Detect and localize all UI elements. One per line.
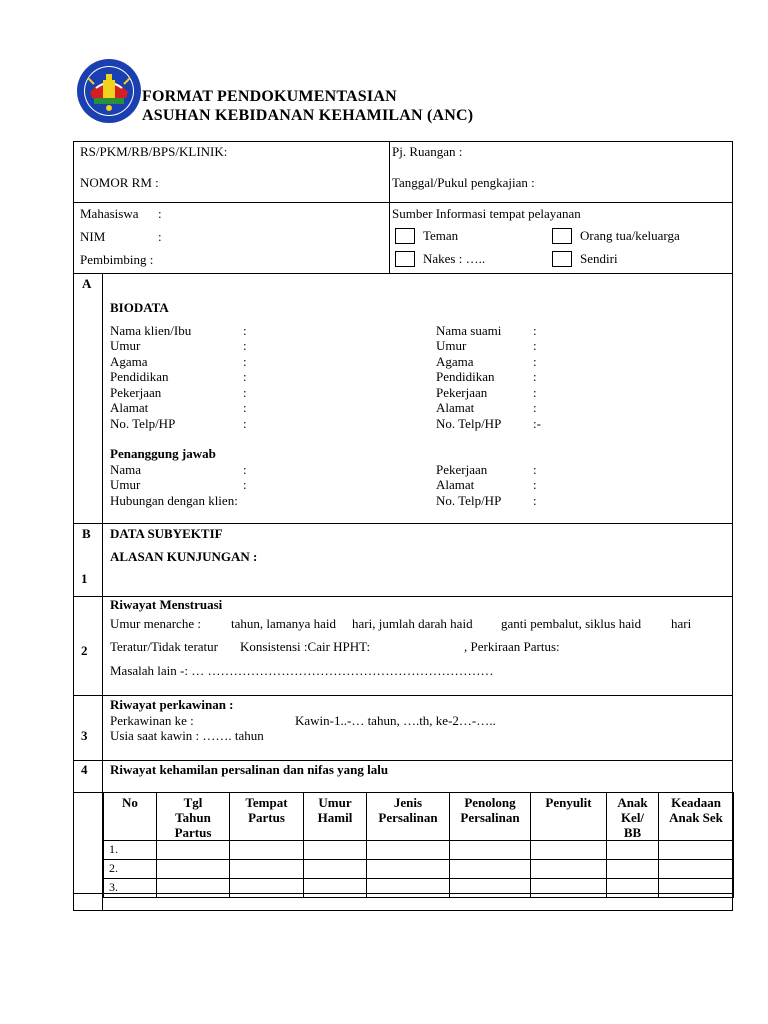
table-cell[interactable] bbox=[304, 879, 367, 898]
colon: : bbox=[533, 477, 537, 492]
table-cell[interactable] bbox=[367, 860, 450, 879]
pj-umur: Umur bbox=[110, 477, 141, 492]
konsistensi-label: Konsistensi :Cair HPHT: bbox=[240, 639, 371, 654]
field-nama-suami: Nama suami bbox=[436, 323, 502, 338]
colon: : bbox=[533, 400, 537, 415]
col-penyulit: Penyulit bbox=[531, 793, 607, 841]
col-tgl-tahun-partus bbox=[157, 793, 230, 841]
divider-riwayat bbox=[74, 760, 732, 761]
table-cell[interactable] bbox=[230, 879, 304, 898]
table-cell[interactable] bbox=[304, 860, 367, 879]
header-text: Umur Hamil bbox=[317, 795, 353, 825]
section-a-letter: A bbox=[82, 276, 92, 291]
riwayat-kehamilan-title: Riwayat kehamilan persalinan dan nifas yang lalu bbox=[110, 762, 389, 777]
divider-biodata bbox=[74, 273, 732, 274]
table-cell[interactable] bbox=[607, 841, 659, 860]
pj-hubungan: Hubungan dengan klien: bbox=[110, 493, 238, 508]
table-cell[interactable] bbox=[659, 879, 734, 898]
number-2: 2 bbox=[81, 643, 88, 658]
colon: : bbox=[243, 385, 247, 400]
col-penolong-persalinan bbox=[450, 793, 531, 841]
table-cell[interactable] bbox=[531, 841, 607, 860]
colon: : bbox=[243, 400, 247, 415]
colon: : bbox=[243, 338, 247, 353]
pj-telp: No. Telp/HP bbox=[436, 493, 502, 508]
field-pekerjaan: Pekerjaan bbox=[110, 385, 162, 400]
table-cell[interactable] bbox=[367, 841, 450, 860]
colon: : bbox=[533, 338, 537, 353]
colon: : bbox=[243, 416, 247, 431]
field-umur-suami: Umur bbox=[436, 338, 467, 353]
colon: : bbox=[533, 354, 537, 369]
header-text: Penolong Persalinan bbox=[460, 795, 520, 825]
documentation-form bbox=[73, 141, 733, 911]
header-text: Tempat Partus bbox=[245, 795, 288, 825]
checkbox-teman[interactable] bbox=[395, 228, 415, 244]
pj-pekerjaan: Pekerjaan bbox=[436, 462, 488, 477]
page-title bbox=[142, 87, 473, 125]
title-line-1: FORMAT PENDOKUMENTASIAN bbox=[142, 88, 397, 105]
table-cell[interactable] bbox=[157, 841, 230, 860]
field-agama-suami: Agama bbox=[436, 354, 474, 369]
perkawinan-title: Riwayat perkawinan : bbox=[110, 697, 234, 712]
menarche-label: Umur menarche : bbox=[110, 616, 201, 631]
table-cell[interactable] bbox=[367, 879, 450, 898]
col-tempat-partus bbox=[230, 793, 304, 841]
colon: : bbox=[243, 462, 247, 477]
pj-alamat: Alamat bbox=[436, 477, 475, 492]
col-umur-hamil bbox=[304, 793, 367, 841]
field-alamat-suami: Alamat bbox=[436, 400, 475, 415]
table-cell[interactable] bbox=[659, 860, 734, 879]
table-row bbox=[104, 841, 734, 860]
data-subyektif-title: DATA SUBYEKTIF bbox=[110, 526, 223, 541]
table-cell[interactable] bbox=[659, 841, 734, 860]
divider-top-middle bbox=[389, 142, 390, 273]
section-b-letter: B bbox=[82, 526, 91, 541]
colon: : bbox=[533, 462, 537, 477]
table-header-row bbox=[104, 793, 734, 841]
institution-logo bbox=[76, 58, 142, 124]
sumber-label: Sumber Informasi tempat pelayanan bbox=[392, 206, 581, 221]
field-alamat: Alamat bbox=[110, 400, 149, 415]
table-cell[interactable] bbox=[157, 879, 230, 898]
col-anak-kel-bb bbox=[607, 793, 659, 841]
table-cell[interactable] bbox=[157, 860, 230, 879]
table-cell[interactable] bbox=[304, 841, 367, 860]
number-3: 3 bbox=[81, 728, 88, 743]
mahasiswa-label: Mahasiswa bbox=[80, 206, 139, 221]
divider-top bbox=[74, 202, 732, 203]
menstruasi-title: Riwayat Menstruasi bbox=[110, 597, 223, 612]
title-line-2: ASUHAN KEBIDANAN KEHAMILAN (ANC) bbox=[142, 107, 474, 124]
header-text: Keadaan Anak Sek bbox=[669, 795, 723, 825]
nim-colon: : bbox=[158, 229, 162, 244]
header-text: Jenis Persalinan bbox=[378, 795, 438, 825]
perkiraan-partus-label: , Perkiraan Partus: bbox=[464, 639, 560, 654]
masalah-lain-label: Masalah lain -: … ………………………………………………………… bbox=[110, 663, 494, 678]
option-orang-tua: Orang tua/keluarga bbox=[580, 228, 680, 243]
colon: :- bbox=[533, 416, 541, 431]
option-sendiri: Sendiri bbox=[580, 251, 618, 266]
field-telp-suami: No. Telp/HP bbox=[436, 416, 502, 431]
row-number: 1. bbox=[104, 841, 157, 860]
number-4: 4 bbox=[81, 762, 88, 777]
table-cell[interactable] bbox=[607, 860, 659, 879]
field-pendidikan-suami: Pendidikan bbox=[436, 369, 495, 384]
col-jenis-persalinan bbox=[367, 793, 450, 841]
header-text: Tgl Tahun Partus bbox=[174, 795, 212, 840]
header-text: Anak Kel/ BB bbox=[617, 795, 648, 840]
divider-section-b bbox=[74, 523, 732, 524]
nomor-rm-label: NOMOR RM : bbox=[80, 175, 159, 190]
riwayat-kehamilan-table bbox=[103, 792, 734, 898]
table-cell[interactable] bbox=[531, 879, 607, 898]
perkawinan-ke-label: Perkawinan ke : bbox=[110, 713, 194, 728]
alasan-kunjungan-label: ALASAN KUNJUNGAN : bbox=[110, 549, 258, 564]
col-no: No bbox=[104, 793, 157, 841]
row-number: 2. bbox=[104, 860, 157, 879]
colon: : bbox=[533, 385, 537, 400]
field-telp: No. Telp/HP bbox=[110, 416, 176, 431]
divider-table-left bbox=[74, 792, 103, 793]
pembimbing-label: Pembimbing : bbox=[80, 252, 154, 267]
row-number: 3. bbox=[104, 879, 157, 898]
usia-kawin-label: Usia saat kawin : ……. tahun bbox=[110, 728, 264, 743]
number-1: 1 bbox=[81, 571, 88, 586]
table-cell[interactable] bbox=[607, 879, 659, 898]
col-keadaan-anak bbox=[659, 793, 734, 841]
table-cell[interactable] bbox=[230, 841, 304, 860]
rs-label: RS/PKM/RB/BPS/KLINIK: bbox=[80, 144, 228, 159]
option-nakes: Nakes : ….. bbox=[423, 251, 486, 266]
biodata-title: BIODATA bbox=[110, 300, 169, 315]
tanggal-label: Tanggal/Pukul pengkajian : bbox=[392, 175, 535, 190]
field-pekerjaan-suami: Pekerjaan bbox=[436, 385, 488, 400]
pj-nama: Nama bbox=[110, 462, 142, 477]
checkbox-sendiri[interactable] bbox=[552, 251, 572, 267]
table-cell[interactable] bbox=[531, 860, 607, 879]
colon: : bbox=[243, 369, 247, 384]
table-cell[interactable] bbox=[230, 860, 304, 879]
divider-perkawinan bbox=[74, 695, 732, 696]
kawin-label: Kawin-1..-… tahun, ….th, ke-2…-….. bbox=[295, 713, 496, 728]
penanggung-jawab-title: Penanggung jawab bbox=[110, 446, 216, 461]
colon: : bbox=[533, 369, 537, 384]
colon: : bbox=[243, 323, 247, 338]
table-cell[interactable] bbox=[450, 860, 531, 879]
colon: : bbox=[533, 493, 537, 508]
checkbox-nakes[interactable] bbox=[395, 251, 415, 267]
mahasiswa-colon: : bbox=[158, 206, 162, 221]
table-cell[interactable] bbox=[450, 841, 531, 860]
field-pendidikan: Pendidikan bbox=[110, 369, 169, 384]
table-cell[interactable] bbox=[450, 879, 531, 898]
table-row bbox=[104, 879, 734, 898]
nim-label: NIM bbox=[80, 229, 106, 244]
colon: : bbox=[243, 354, 247, 369]
jumlah-darah-label: hari, jumlah darah haid bbox=[352, 616, 473, 631]
table-row bbox=[104, 860, 734, 879]
option-teman: Teman bbox=[423, 228, 459, 243]
checkbox-orang-tua[interactable] bbox=[552, 228, 572, 244]
field-umur: Umur bbox=[110, 338, 141, 353]
hari-label: hari bbox=[671, 616, 692, 631]
colon: : bbox=[243, 477, 247, 492]
field-nama-klien: Nama klien/Ibu bbox=[110, 323, 192, 338]
siklus-haid-label: ganti pembalut, siklus haid bbox=[501, 616, 642, 631]
lamanya-haid-label: tahun, lamanya haid bbox=[231, 616, 337, 631]
field-agama: Agama bbox=[110, 354, 148, 369]
pj-ruangan-label: Pj. Ruangan : bbox=[392, 144, 463, 159]
teratur-label: Teratur/Tidak teratur bbox=[110, 639, 218, 654]
colon: : bbox=[533, 323, 537, 338]
